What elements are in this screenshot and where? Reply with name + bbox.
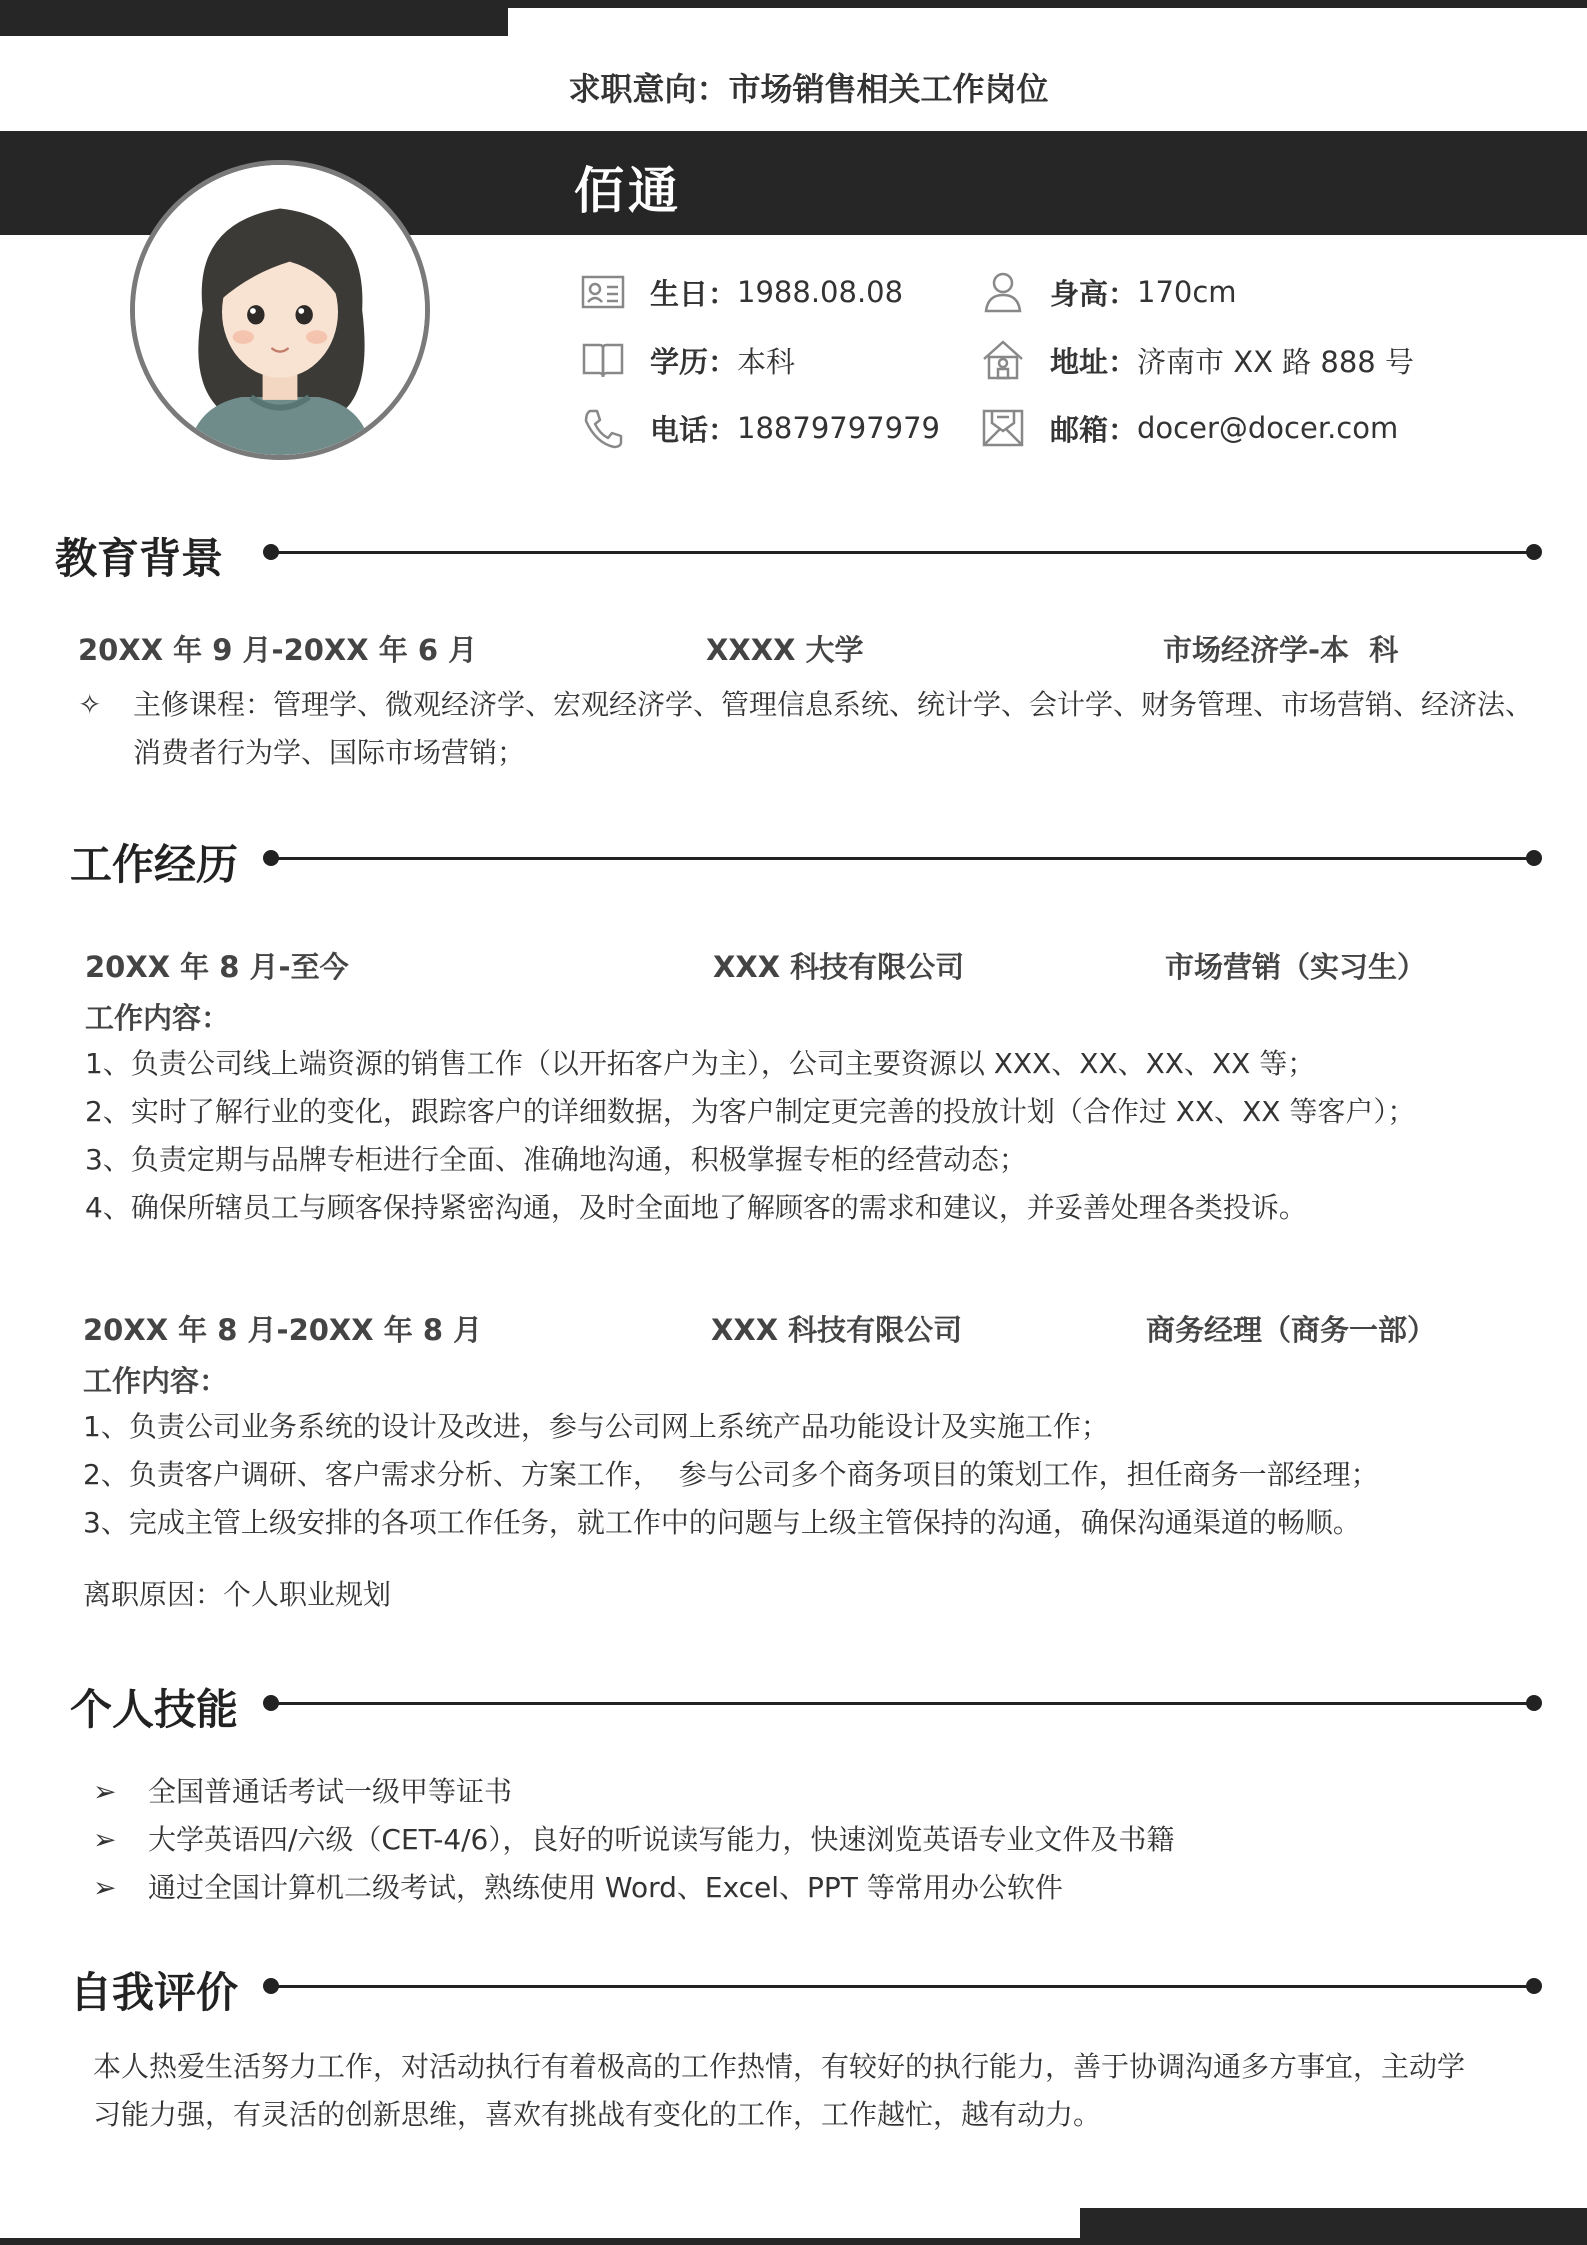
section-rule-end-dot: [1526, 1978, 1542, 1994]
education-bullet: ✧: [78, 688, 102, 721]
job-content-label: 工作内容：: [85, 1001, 231, 1035]
home-icon: [978, 337, 1028, 383]
top-left-bar: [0, 0, 508, 36]
info-value: 济南市 XX 路 888 号: [1137, 344, 1414, 379]
info-label: 学历：: [650, 344, 738, 379]
section-title-self-evaluation: 自我评价: [70, 1968, 239, 2017]
job-intention: 求职意向：市场销售相关工作岗位: [568, 70, 1049, 108]
skill-text: 大学英语四/六级（CET-4/6），良好的听说读写能力，快速浏览英语专业文件及书籍: [148, 1823, 1175, 1856]
section-rule-end-dot: [1526, 1695, 1542, 1711]
info-column-left: [578, 262, 940, 458]
info-email: [978, 398, 1414, 458]
job-period: 20XX 年 8 月-20XX 年 8 月: [83, 1313, 483, 1347]
section-rule-end-dot: [1526, 544, 1542, 560]
info-label: 邮箱：: [1050, 412, 1138, 447]
list-item: [93, 1864, 1174, 1912]
list-item: 3、负责定期与品牌专柜进行全面、准确地沟通，积极掌握专柜的经营动态；: [85, 1143, 1027, 1176]
info-label: 身高：: [1050, 276, 1138, 311]
section-rule: [270, 551, 1535, 554]
info-value: docer@docer.com: [1137, 411, 1399, 445]
skill-text: 通过全国计算机二级考试，熟练使用 Word、Excel、PPT 等常用办公软件: [148, 1871, 1063, 1904]
info-education: [578, 330, 940, 390]
list-item: 2、负责客户调研、客户需求分析、方案工作， 参与公司多个商务项目的策划工作，担任商务一部经理；: [83, 1458, 1379, 1491]
info-value: 1988.08.08: [737, 275, 904, 309]
section-title-work: 工作经历: [70, 840, 239, 889]
person-icon: [978, 269, 1028, 315]
list-item: 1、负责公司业务系统的设计及改进，参与公司网上系统产品功能设计及实施工作；: [83, 1410, 1109, 1443]
leave-reason: 离职原因：个人职业规划: [83, 1578, 392, 1611]
list-item: 4、确保所辖员工与顾客保持紧密沟通，及时全面地了解顾客的需求和建议，并妥善处理各类投诉。: [85, 1191, 1307, 1224]
book-icon: [578, 337, 628, 383]
section-title-education: 教育背景: [55, 534, 224, 583]
info-column-right: [978, 262, 1414, 458]
job-content-label: 工作内容：: [83, 1364, 229, 1398]
arrow-bullet-icon: ➢: [93, 1871, 117, 1904]
job-duties: [85, 1040, 1415, 1232]
info-height: [978, 262, 1414, 322]
education-major: 市场经济学-本 科: [1163, 633, 1399, 667]
arrow-bullet-icon: ➢: [93, 1823, 117, 1856]
section-rule-end-dot: [1526, 850, 1542, 866]
info-birthday: [578, 262, 940, 322]
info-phone: [578, 398, 940, 458]
mail-icon: [978, 405, 1028, 451]
job-period: 20XX 年 8 月-至今: [85, 950, 349, 984]
self-evaluation-line1: 本人热爱生活努力工作，对活动执行有着极高的工作热情，有较好的执行能力，善于协调沟通多方事宜，主动学: [93, 2050, 1466, 2083]
skill-text: 全国普通话考试一级甲等证书: [148, 1775, 513, 1808]
education-courses-line1: 主修课程：管理学、微观经济学、宏观经济学、管理信息系统、统计学、会计学、财务管理、市场营销、经济法、: [133, 688, 1534, 721]
avatar-illustration: [135, 165, 425, 455]
section-rule: [270, 857, 1535, 860]
job-role: 市场营销（实习生）: [1165, 950, 1427, 984]
info-label: 地址：: [1050, 344, 1138, 379]
skills-list: [93, 1768, 1174, 1912]
self-evaluation-line2: 习能力强，有灵活的创新思维，喜欢有挑战有变化的工作，工作越忙，越有动力。: [93, 2098, 1102, 2131]
education-period: 20XX 年 9 月-20XX 年 6 月: [78, 633, 478, 667]
phone-icon: [578, 405, 628, 451]
list-item: 2、实时了解行业的变化，跟踪客户的详细数据，为客户制定更完善的投放计划（合作过 XX、XX 等客户）；: [85, 1095, 1416, 1128]
info-address: [978, 330, 1414, 390]
info-label: 电话：: [650, 412, 738, 447]
job-role: 商务经理（商务一部）: [1146, 1313, 1437, 1347]
education-courses-line2: 消费者行为学、国际市场营销；: [133, 736, 526, 769]
info-value: 18879797979: [737, 411, 940, 445]
list-item: 3、完成主管上级安排的各项工作任务，就工作中的问题与上级主管保持的沟通，确保沟通渠道的畅顺。: [83, 1506, 1361, 1539]
avatar: [130, 160, 430, 460]
section-rule: [270, 1985, 1535, 1988]
list-item: 1、负责公司线上端资源的销售工作（以开拓客户为主），公司主要资源以 XXX、XX、XX、XX 等；: [85, 1047, 1316, 1080]
info-value: 本科: [737, 344, 796, 379]
bottom-right-bar: [1080, 2208, 1587, 2245]
section-rule: [270, 1702, 1535, 1705]
job-company: XXX 科技有限公司: [713, 950, 965, 984]
job-company: XXX 科技有限公司: [711, 1313, 963, 1347]
id-card-icon: [578, 269, 628, 315]
section-title-skills: 个人技能: [70, 1685, 239, 1734]
candidate-name: 佰通: [574, 162, 682, 220]
info-value: 170cm: [1137, 275, 1237, 309]
job-duties: [83, 1403, 1379, 1547]
info-label: 生日：: [650, 276, 738, 311]
list-item: [93, 1768, 1174, 1816]
arrow-bullet-icon: ➢: [93, 1775, 117, 1808]
list-item: [93, 1816, 1174, 1864]
education-school: XXXX 大学: [706, 633, 864, 667]
